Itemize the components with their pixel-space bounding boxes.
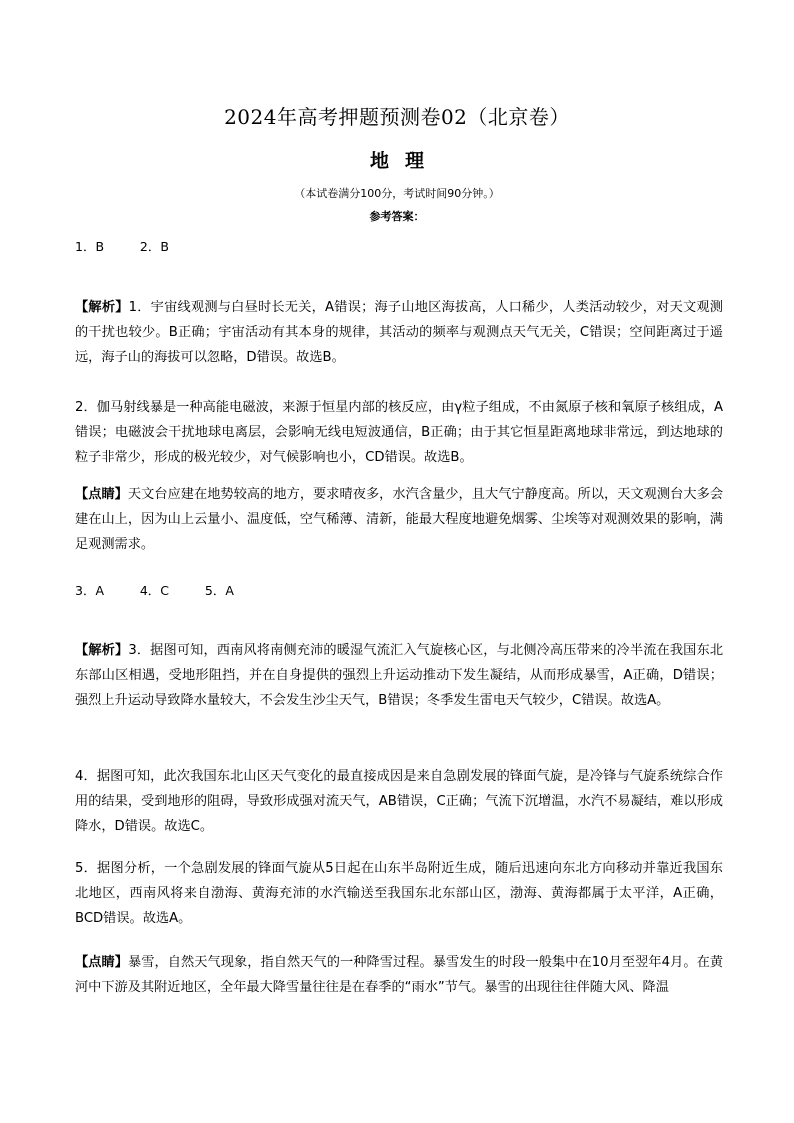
comment-text: 暴雪，自然天气现象，指自然天气的一种降雪过程。暴雪发生的时段一般集中在10月至翌年4月。在黄河中下游及其附近地区，全年最大降雪量往往是在春季的“雨水”节气。暴雪的出现往往伴随大风、降温	[75, 955, 724, 995]
analysis-paragraph-1	[75, 295, 723, 370]
analysis-tag: 【解析】	[75, 300, 129, 315]
comment-tag: 【点睛】	[75, 487, 128, 502]
reference-answers-heading: 参考答案：	[369, 210, 425, 223]
subject-title: 地理	[369, 150, 440, 172]
comment-paragraph-1	[75, 482, 723, 557]
answer-line-2: 3．A 4．C 5．A	[75, 583, 234, 598]
exam-title: 2024年高考押题预测卷02（北京卷）	[224, 105, 570, 129]
analysis-text: 3．据图可知，西南风将南侧充沛的暖湿气流汇入气旋核心区，与北侧冷高压带来的冷半流在我国东北东部山区相遇，受地形阻挡，并在自身提供的强烈上升运动推动下发生凝结，从而形成暴雪，A正确，D错误；强烈上升运动导致降水量较大，不会发生沙尘天气，B错误；冬季发生雷电天气较少，C错误。故选A。	[75, 643, 724, 708]
answer-line-1: 1．B 2．B	[75, 239, 169, 254]
analysis-paragraph-3	[75, 638, 723, 713]
analysis-paragraph-4: 4．据图可知，此次我国东北山区天气变化的最直接成因是来自急剧发展的锋面气旋，是冷锋与气旋系统综合作用的结果，受到地形的阻碍，导致形成强对流天气，AB错误，C正确；气流下沉增温，水汽不易凝结，难以形成降水，D错误。故选C。	[75, 769, 723, 834]
comment-text: 天文台应建在地势较高的地方，要求晴夜多，水汽含量少，且大气宁静度高。所以，天文观测台大多会建在山上，因为山上云量小、温度低，空气稀薄、清新，能最大程度地避免烟雾、尘埃等对观测效果的影响，满足观测需求。	[75, 487, 724, 552]
comment-tag: 【点睛】	[75, 955, 129, 970]
analysis-text: 1．宇宙线观测与白昼时长无关，A错误；海子山地区海拔高，人口稀少，人类活动较少，对天文观测的干扰也较少。B正确；宇宙活动有其本身的规律，其活动的频率与观测点天气无关，C错误；空间距离过于遥远，海子山的海拔可以忽略，D错误。故选B。	[75, 300, 723, 365]
analysis-tag: 【解析】	[75, 643, 129, 658]
analysis-paragraph-2: 2．伽马射线暴是一种高能电磁波，来源于恒星内部的核反应，由γ粒子组成，不由氮原子核和氧原子核组成，A错误；电磁波会干扰地球电离层，会影响无线电短波通信，B正确；由于其它恒星距离地球非常远，到达地球的粒子非常少，形成的极光较少，对气候影响也小，CD错误。故选B。	[75, 400, 723, 465]
comment-paragraph-2	[75, 950, 723, 1000]
analysis-paragraph-5: 5．据图分析，一个急剧发展的锋面气旋从5日起在山东半岛附近生成，随后迅速向东北方向移动并靠近我国东北地区，西南风将来自渤海、黄海充沛的水汽输送至我国东北东部山区，渤海、黄海都属于太平洋，A正确，BCD错误。故选A。	[75, 861, 723, 926]
exam-note: （本试卷满分100分，考试时间90分钟。）	[294, 187, 500, 200]
